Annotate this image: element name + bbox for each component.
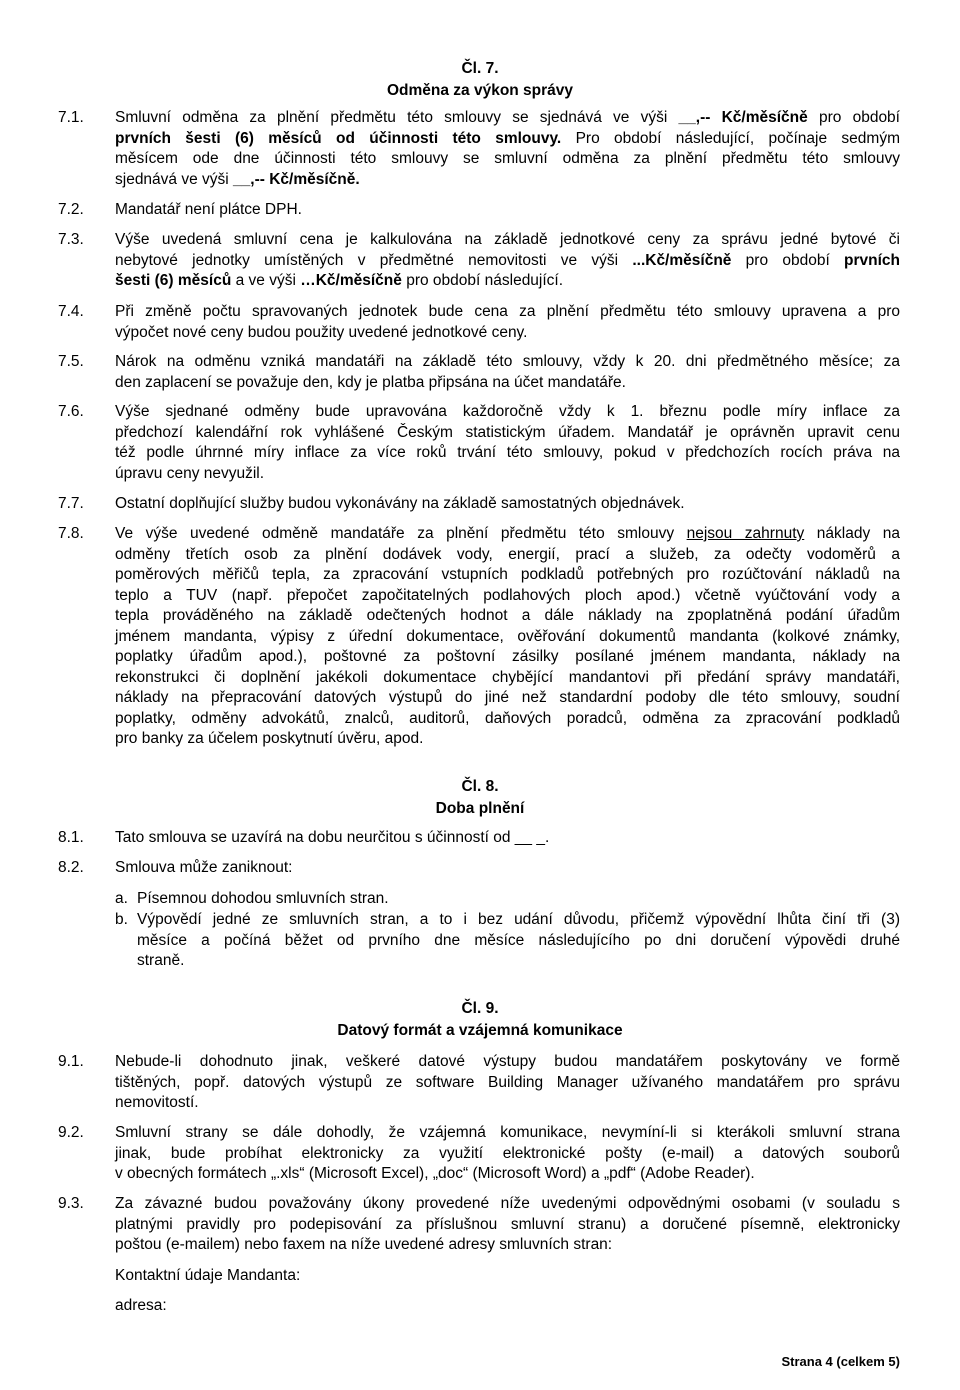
clause-number: 7.6. <box>58 403 84 420</box>
clause-line: Smluvní odměna za plnění předmětu této smlouvy se sjednává ve výši __,-- Kč/měsíčně pro období <box>115 109 900 126</box>
clause-line: úpravu ceny nevyužil. <box>115 464 265 482</box>
clause-9-1 <box>58 1052 900 1114</box>
clause-9-3 <box>58 1194 900 1256</box>
article-number: Čl. 8. <box>461 778 499 795</box>
clause-line: Ostatní doplňující služby budou vykonávány na základě samostatných objednávek. <box>115 495 685 512</box>
clause-number: 9.1. <box>58 1053 84 1070</box>
clause-number: 7.1. <box>58 109 84 126</box>
item-label: b. <box>115 911 128 928</box>
item-line: straně. <box>137 952 185 969</box>
clause-line: tepla prováděného na základě odečtených hodnot a dále náklady na zpoplatněná podání úřadům <box>115 607 900 624</box>
article-number: Čl. 9. <box>461 1000 499 1017</box>
clause-number: 7.2. <box>58 201 84 218</box>
clause-line: sjednává ve výši __,-- Kč/měsíčně. <box>115 170 360 188</box>
clause-line: Nárok na odměnu vzniká mandatáři na základě této smlouvy, vždy k 20. dni předmětného měsíce; za <box>115 353 900 370</box>
article-7-heading <box>0 58 960 102</box>
clause-line: jménem mandanta, výpisy z úřední dokumentace, ověřování dokumentů mandanta (kolkové známky, <box>115 627 900 645</box>
clause-line: odměny třetích osob za plnění dodávek vody, energií, prací a služeb, za odečty vodoměrů a <box>115 545 900 563</box>
clause-7-3 <box>58 230 900 292</box>
clause-line: Nebude-li dohodnuto jinak, veškeré datové výstupy budou mandatářem poskytovány ve formě <box>115 1053 900 1070</box>
clause-8-2-item-a <box>115 889 900 910</box>
clause-number: 7.8. <box>58 525 84 542</box>
clause-line: poplatky, odměny advokátů, znalců, auditorů, daňových poradců, odměna za zpracování podkladů <box>115 709 900 727</box>
item-line: měsíce a počíná běžet od prvního dne měsíce následujícího po dni doručení výpovědi druhé <box>137 931 900 949</box>
article-number: Čl. 7. <box>461 60 499 77</box>
clause-line: Mandatář není plátce DPH. <box>115 201 302 218</box>
clause-line: rekonstrukci či doplnění jakékoli dokumentace chybějící mandantovi při předání správy mandatáři, <box>115 668 900 686</box>
clause-line: tištěných, popř. datových výstupů ze software Building Manager užívaného mandatářem pro správu <box>115 1073 900 1091</box>
clause-number: 7.7. <box>58 495 84 512</box>
clause-line: též podle úhrnné míry inflace za více roků trvání této smlouvy, pokud v předchozích rocích práva na <box>115 444 900 461</box>
item-line: Písemnou dohodou smluvních stran. <box>137 890 389 907</box>
clause-line: výpočet nové ceny budou použity uvedené jednotkové ceny. <box>115 323 528 341</box>
clause-8-2 <box>58 858 900 879</box>
article-9-heading <box>0 998 960 1042</box>
article-title: Datový formát a vzájemná komunikace <box>337 1022 623 1039</box>
clause-line: Výše uvedená smluvní cena je kalkulována na základě jednotkové ceny za správu jedné bytové či <box>115 231 900 248</box>
clause-7-2 <box>58 200 900 221</box>
item-line: Výpovědí jedné ze smluvních stran, a to i bez udání důvodu, přičemž výpovědní lhůta činí tři (3) <box>137 911 900 928</box>
clause-8-2-item-b <box>115 910 900 972</box>
clause-line: předchozí kalendářní rok vyhlášené Českým statistickým úřadem. Mandatář je oprávněn upravit cenu <box>115 423 900 441</box>
article-title: Odměna za výkon správy <box>386 82 574 99</box>
clause-line: teplo a TUV (např. přepočet započitatelných podlahových ploch apod.) včetně vyúčtování vody a <box>115 586 900 604</box>
clause-line: Smlouva může zaniknout: <box>115 859 293 876</box>
contact-label: Kontaktní údaje Mandanta: <box>115 1267 301 1284</box>
article-title: Doba plnění <box>435 800 525 817</box>
clause-number: 9.3. <box>58 1195 84 1212</box>
clause-line: den zaplacení se považuje den, kdy je platba připsána na účet mandatáře. <box>115 373 626 391</box>
clause-number: 8.2. <box>58 859 84 876</box>
clause-line: nemovitostí. <box>115 1094 199 1111</box>
clause-line: náklady na přepracování datových výstupů do jiné než standardní podoby dle této smlouvy, soudní <box>115 689 900 706</box>
clause-number: 7.5. <box>58 353 84 370</box>
clause-8-1 <box>58 828 900 849</box>
clause-line: nebytové jednotky umístěných v předmětné nemovitosti ve výši ...Kč/měsíčně pro období prvních <box>115 251 900 269</box>
clause-line: Výše sjednané odměny bude upravována každoročně vždy k 1. březnu podle míry inflace za <box>115 403 900 420</box>
clause-line: jinak, bude probíhat elektronicky za využití elektronické pošty (e-mail) a datových souborů <box>115 1144 900 1162</box>
clause-7-4 <box>58 302 900 343</box>
clause-number: 8.1. <box>58 829 84 846</box>
clause-line: platnými pravidly pro podepisování za příslušnou smluvní stranu) a doručené písemně, elektronicky <box>115 1215 900 1233</box>
contact-address-label: adresa: <box>115 1297 167 1314</box>
clause-line: Tato smlouva se uzavírá na dobu neurčitou s účinností od __ _. <box>115 829 550 846</box>
clause-line: šesti (6) měsíců a ve výši …Kč/měsíčně pro období následující. <box>115 272 564 289</box>
clause-line: měsícem ode dne účinnosti této smlouvy se smluvní odměna za plnění předmětu této smlouvy <box>115 150 900 167</box>
article-8-heading <box>0 776 960 820</box>
clause-line: poměrových měřičů tepla, za zpracování vstupních podkladů potřebných pro rozúčtování nákladů na <box>115 566 900 583</box>
clause-line: Za závazné budou považovány úkony provedené níže uvedenými odpovědnými osobami (v souladu s <box>115 1195 900 1212</box>
clause-line: Smluvní strany se dále dohodly, že vzájemná komunikace, nevymíní-li si kterákoli smluvní strana <box>115 1124 900 1141</box>
clause-line: poplatky úřadům apod.), poštovné za poštovní zásilky posílané jménem mandanta, náklady na <box>115 648 900 665</box>
clause-line: Ve výše uvedené odměně mandatáře za plnění předmětu této smlouvy nejsou zahrnuty náklady na <box>115 525 900 542</box>
clause-number: 9.2. <box>58 1124 84 1141</box>
clause-7-8 <box>58 524 900 750</box>
clause-7-5 <box>58 352 900 393</box>
clause-7-1 <box>58 108 900 190</box>
item-label: a. <box>115 890 128 907</box>
clause-line: prvních šesti (6) měsíců od účinnosti této smlouvy. Pro období následující, počínaje sedmým <box>115 129 900 147</box>
clause-7-7 <box>58 494 900 515</box>
clause-line: pro banky za účelem poskytnutí úvěru, apod. <box>115 730 424 747</box>
clause-line: v obecných formátech „.xls“ (Microsoft Excel), „doc“ (Microsoft Word) a „pdf“ (Adobe Reader). <box>115 1165 755 1182</box>
clause-line: poštou (e-mailem) nebo faxem na níže uvedené adresy smluvních stran: <box>115 1236 613 1253</box>
clause-number: 7.3. <box>58 231 84 248</box>
page-number: Strana 4 (celkem 5) <box>781 1354 900 1369</box>
clause-number: 7.4. <box>58 303 84 320</box>
clause-line: Při změně počtu spravovaných jednotek bude cena za plnění předmětu této smlouvy upravena a pro <box>115 303 900 320</box>
clause-9-2 <box>58 1123 900 1185</box>
clause-7-6 <box>58 402 900 484</box>
